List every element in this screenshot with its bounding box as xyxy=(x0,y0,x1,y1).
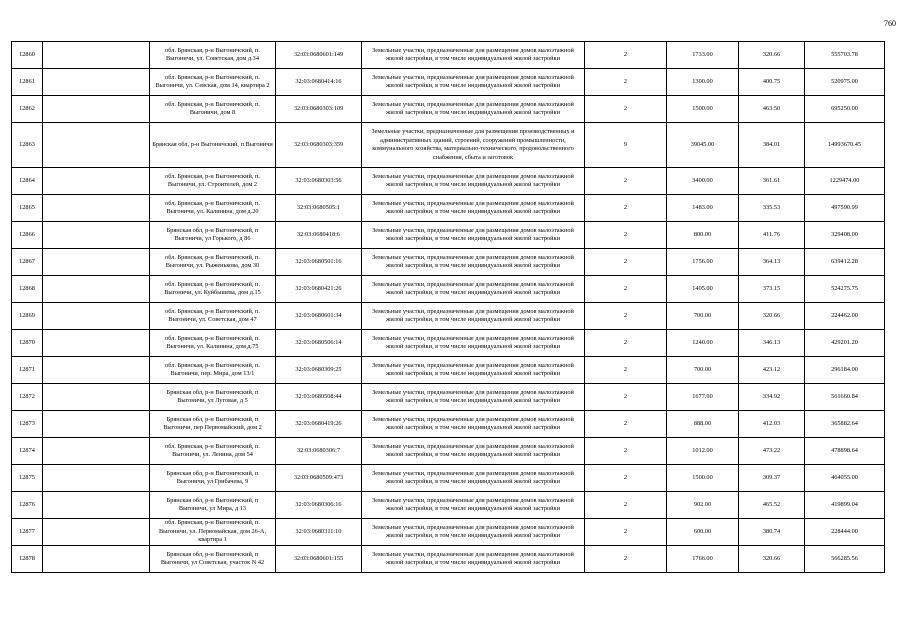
cadastral-number-cell: 32:03:0680419:26 xyxy=(276,411,362,438)
specific-value-cell: 335.53 xyxy=(739,195,805,222)
area-cell: 3400.00 xyxy=(667,168,739,195)
cadastral-value-cell: 296184.00 xyxy=(805,357,885,384)
cadastral-value-cell: 524275.75 xyxy=(805,276,885,303)
left-margin-cell xyxy=(43,123,150,168)
land-use-purpose-cell: Земельные участки, предназначенные для размещения домов малоэтажной жилой застройки, в том числе индивидуальной жилой застройки xyxy=(362,492,585,519)
cadastral-value-cell: 228444.00 xyxy=(805,519,885,546)
cadastral-value-cell: 464055.00 xyxy=(805,465,885,492)
specific-value-cell: 411.76 xyxy=(739,222,805,249)
cadastral-value-cell: 555703.78 xyxy=(805,42,885,69)
area-cell: 1012.00 xyxy=(667,438,739,465)
use-group-cell: 2 xyxy=(585,411,667,438)
address-cell: обл. Брянская, р-н Выгоничский, п. Выгоничи, ул. Севская, дом 14, квартира 2 xyxy=(150,69,276,96)
area-cell: 1483.00 xyxy=(667,195,739,222)
use-group-cell: 2 xyxy=(585,42,667,69)
cadastral-number-cell: 32:03:0680306:16 xyxy=(276,492,362,519)
address-cell: Брянская обл, р-н Выгоничский, п Выгоничи, ул Горького, д 86 xyxy=(150,222,276,249)
area-cell: 1733.00 xyxy=(667,42,739,69)
use-group-cell: 2 xyxy=(585,222,667,249)
record-number-cell: 12865 xyxy=(12,195,43,222)
table-row xyxy=(12,330,885,357)
cadastral-number-cell: 32:03:0680306:7 xyxy=(276,438,362,465)
use-group-cell: 2 xyxy=(585,465,667,492)
cadastral-value-cell: 1229474.00 xyxy=(805,168,885,195)
specific-value-cell: 361.61 xyxy=(739,168,805,195)
left-margin-cell xyxy=(43,96,150,123)
cadastral-number-cell: 32:03:0680414:16 xyxy=(276,69,362,96)
table-row xyxy=(12,42,885,69)
cadastral-value-cell: 419899.04 xyxy=(805,492,885,519)
cadastral-number-cell: 32:03:0680303:359 xyxy=(276,123,362,168)
record-number-cell: 12873 xyxy=(12,411,43,438)
cadastral-value-cell: 695250.00 xyxy=(805,96,885,123)
address-cell: обл. Брянская, р-н Выгоничский, п. Выгоничи, ул. Советская, дом д.34 xyxy=(150,42,276,69)
table-row xyxy=(12,492,885,519)
use-group-cell: 2 xyxy=(585,357,667,384)
left-margin-cell xyxy=(43,222,150,249)
record-number-cell: 12875 xyxy=(12,465,43,492)
left-margin-cell xyxy=(43,519,150,546)
left-margin-cell xyxy=(43,195,150,222)
land-use-purpose-cell: Земельные участки, предназначенные для размещения производственных и административных зданий, строений, сооружений промышленности, коммунального хозяйства, материально-технического, продовольственного снабжения, сбыта и заготовок xyxy=(362,123,585,168)
land-use-purpose-cell: Земельные участки, предназначенные для размещения домов малоэтажной жилой застройки, в том числе индивидуальной жилой застройки xyxy=(362,249,585,276)
specific-value-cell: 309.37 xyxy=(739,465,805,492)
cadastral-number-cell: 32:03:0680508:44 xyxy=(276,384,362,411)
table-row xyxy=(12,249,885,276)
use-group-cell: 2 xyxy=(585,519,667,546)
specific-value-cell: 423.12 xyxy=(739,357,805,384)
record-number-cell: 12869 xyxy=(12,303,43,330)
cadastral-value-cell: 329408.00 xyxy=(805,222,885,249)
cadastral-number-cell: 32:03:0680311:10 xyxy=(276,519,362,546)
left-margin-cell xyxy=(43,42,150,69)
left-margin-cell xyxy=(43,465,150,492)
area-cell: 700.00 xyxy=(667,303,739,330)
address-cell: обл. Брянская, р-н Выгоничский, п. Выгоничи, ул. Советская, дом 47 xyxy=(150,303,276,330)
address-cell: Брянская обл, р-н Выгоничский, п Выгоничи, пер Первомайский, дом 2 xyxy=(150,411,276,438)
specific-value-cell: 334.92 xyxy=(739,384,805,411)
table-row xyxy=(12,96,885,123)
cadastral-number-cell: 32:03:0680505:1 xyxy=(276,195,362,222)
table-row xyxy=(12,411,885,438)
cadastral-value-cell: 365882.64 xyxy=(805,411,885,438)
table-body xyxy=(12,42,885,573)
area-cell: 39045.00 xyxy=(667,123,739,168)
address-cell: Брянская обл, р-н Выгоничский, п Выгоничи, ул Советская, участок N 42 xyxy=(150,546,276,573)
table-row xyxy=(12,195,885,222)
record-number-cell: 12863 xyxy=(12,123,43,168)
use-group-cell: 2 xyxy=(585,546,667,573)
record-number-cell: 12862 xyxy=(12,96,43,123)
use-group-cell: 2 xyxy=(585,492,667,519)
land-use-purpose-cell: Земельные участки, предназначенные для размещения домов малоэтажной жилой застройки, в том числе индивидуальной жилой застройки xyxy=(362,438,585,465)
record-number-cell: 12874 xyxy=(12,438,43,465)
specific-value-cell: 473.22 xyxy=(739,438,805,465)
specific-value-cell: 463.50 xyxy=(739,96,805,123)
cadastral-value-cell: 497590.99 xyxy=(805,195,885,222)
cadastral-number-cell: 32:03:0680309:25 xyxy=(276,357,362,384)
left-margin-cell xyxy=(43,303,150,330)
land-registry-table xyxy=(11,41,885,573)
record-number-cell: 12878 xyxy=(12,546,43,573)
address-cell: обл. Брянская, р-н Выгоничский, п. Выгоничи, дом 8 xyxy=(150,96,276,123)
cadastral-value-cell: 478898.64 xyxy=(805,438,885,465)
specific-value-cell: 400.75 xyxy=(739,69,805,96)
area-cell: 1500.00 xyxy=(667,96,739,123)
use-group-cell: 2 xyxy=(585,96,667,123)
land-use-purpose-cell: Земельные участки, предназначенные для размещения домов малоэтажной жилой застройки, в том числе индивидуальной жилой застройки xyxy=(362,168,585,195)
use-group-cell: 2 xyxy=(585,168,667,195)
left-margin-cell xyxy=(43,330,150,357)
left-margin-cell xyxy=(43,438,150,465)
record-number-cell: 12867 xyxy=(12,249,43,276)
table-row xyxy=(12,357,885,384)
land-use-purpose-cell: Земельные участки, предназначенные для размещения домов малоэтажной жилой застройки, в том числе индивидуальной жилой застройки xyxy=(362,384,585,411)
cadastral-number-cell: 32:03:0680506:14 xyxy=(276,330,362,357)
use-group-cell: 2 xyxy=(585,249,667,276)
land-use-purpose-cell: Земельные участки, предназначенные для размещения домов малоэтажной жилой застройки, в том числе индивидуальной жилой застройки xyxy=(362,330,585,357)
specific-value-cell: 346.13 xyxy=(739,330,805,357)
cadastral-number-cell: 32:03:0680601:155 xyxy=(276,546,362,573)
area-cell: 1300.00 xyxy=(667,69,739,96)
left-margin-cell xyxy=(43,546,150,573)
cadastral-number-cell: 32:03:0680509:473 xyxy=(276,465,362,492)
use-group-cell: 2 xyxy=(585,330,667,357)
cadastral-number-cell: 32:03:0680303:56 xyxy=(276,168,362,195)
address-cell: Брянская обл, р-н Выгоничский, п Выгоничи xyxy=(150,123,276,168)
cadastral-number-cell: 32:03:0680601:34 xyxy=(276,303,362,330)
land-use-purpose-cell: Земельные участки, предназначенные для размещения домов малоэтажной жилой застройки, в том числе индивидуальной жилой застройки xyxy=(362,195,585,222)
record-number-cell: 12866 xyxy=(12,222,43,249)
use-group-cell: 2 xyxy=(585,69,667,96)
area-cell: 1405.00 xyxy=(667,276,739,303)
cadastral-number-cell: 32:03:0680501:16 xyxy=(276,249,362,276)
land-use-purpose-cell: Земельные участки, предназначенные для размещения домов малоэтажной жилой застройки, в том числе индивидуальной жилой застройки xyxy=(362,411,585,438)
specific-value-cell: 380.74 xyxy=(739,519,805,546)
specific-value-cell: 320.66 xyxy=(739,42,805,69)
specific-value-cell: 412.03 xyxy=(739,411,805,438)
table-row xyxy=(12,384,885,411)
record-number-cell: 12870 xyxy=(12,330,43,357)
table-row xyxy=(12,546,885,573)
use-group-cell: 2 xyxy=(585,276,667,303)
table-row xyxy=(12,69,885,96)
address-cell: обл. Брянская, р-н Выгоничский, п. Выгоничи, ул. Первомайская, дом 26-А, квартира 1 xyxy=(150,519,276,546)
cadastral-number-cell: 32:03:0680421:26 xyxy=(276,276,362,303)
specific-value-cell: 320.66 xyxy=(739,303,805,330)
cadastral-value-cell: 561660.84 xyxy=(805,384,885,411)
address-cell: обл. Брянская, р-н Выгоничский, п. Выгоничи, ул. Калинина, дом д.20 xyxy=(150,195,276,222)
specific-value-cell: 465.52 xyxy=(739,492,805,519)
land-use-purpose-cell: Земельные участки, предназначенные для размещения домов малоэтажной жилой застройки, в том числе индивидуальной жилой застройки xyxy=(362,519,585,546)
specific-value-cell: 364.13 xyxy=(739,249,805,276)
cadastral-number-cell: 32:03:0680418:6 xyxy=(276,222,362,249)
cadastral-number-cell: 32:03:0680601:149 xyxy=(276,42,362,69)
land-use-purpose-cell: Земельные участки, предназначенные для размещения домов малоэтажной жилой застройки, в том числе индивидуальной жилой застройки xyxy=(362,357,585,384)
record-number-cell: 12864 xyxy=(12,168,43,195)
area-cell: 800.00 xyxy=(667,222,739,249)
record-number-cell: 12860 xyxy=(12,42,43,69)
record-number-cell: 12871 xyxy=(12,357,43,384)
cadastral-number-cell: 32:03:0680303:109 xyxy=(276,96,362,123)
table-row xyxy=(12,303,885,330)
left-margin-cell xyxy=(43,411,150,438)
specific-value-cell: 384.01 xyxy=(739,123,805,168)
use-group-cell: 2 xyxy=(585,384,667,411)
land-use-purpose-cell: Земельные участки, предназначенные для размещения домов малоэтажной жилой застройки, в том числе индивидуальной жилой застройки xyxy=(362,222,585,249)
land-use-purpose-cell: Земельные участки, предназначенные для размещения домов малоэтажной жилой застройки, в том числе индивидуальной жилой застройки xyxy=(362,276,585,303)
area-cell: 1766.00 xyxy=(667,546,739,573)
cadastral-value-cell: 14993670.45 xyxy=(805,123,885,168)
cadastral-value-cell: 429201.20 xyxy=(805,330,885,357)
land-use-purpose-cell: Земельные участки, предназначенные для размещения домов малоэтажной жилой застройки, в том числе индивидуальной жилой застройки xyxy=(362,69,585,96)
address-cell: Брянская обл, р-н Выгоничский, п Выгоничи, ул Мира, д 13 xyxy=(150,492,276,519)
land-use-purpose-cell: Земельные участки, предназначенные для размещения домов малоэтажной жилой застройки, в том числе индивидуальной жилой застройки xyxy=(362,303,585,330)
cadastral-value-cell: 520975.00 xyxy=(805,69,885,96)
address-cell: обл. Брянская, р-н Выгоничский, п. Выгоничи, ул. Куйбышева, дом д.15 xyxy=(150,276,276,303)
left-margin-cell xyxy=(43,492,150,519)
area-cell: 1500.00 xyxy=(667,465,739,492)
left-margin-cell xyxy=(43,168,150,195)
use-group-cell: 2 xyxy=(585,438,667,465)
cadastral-value-cell: 566285.56 xyxy=(805,546,885,573)
table-row xyxy=(12,222,885,249)
record-number-cell: 12877 xyxy=(12,519,43,546)
address-cell: обл. Брянская, р-н Выгоничский, п. Выгоничи, ул. Калинина, дом д.75 xyxy=(150,330,276,357)
area-cell: 902.00 xyxy=(667,492,739,519)
land-use-purpose-cell: Земельные участки, предназначенные для размещения домов малоэтажной жилой застройки, в том числе индивидуальной жилой застройки xyxy=(362,546,585,573)
area-cell: 1756.00 xyxy=(667,249,739,276)
left-margin-cell xyxy=(43,69,150,96)
page-number: 760 xyxy=(884,19,896,28)
left-margin-cell xyxy=(43,276,150,303)
table-row xyxy=(12,465,885,492)
use-group-cell: 2 xyxy=(585,195,667,222)
left-margin-cell xyxy=(43,384,150,411)
cadastral-value-cell: 224462.00 xyxy=(805,303,885,330)
record-number-cell: 12861 xyxy=(12,69,43,96)
address-cell: обл. Брянская, р-н Выгоничский, п. Выгоничи, ул. Строителей, дом 2 xyxy=(150,168,276,195)
left-margin-cell xyxy=(43,357,150,384)
land-use-purpose-cell: Земельные участки, предназначенные для размещения домов малоэтажной жилой застройки, в том числе индивидуальной жилой застройки xyxy=(362,96,585,123)
area-cell: 1677.00 xyxy=(667,384,739,411)
record-number-cell: 12872 xyxy=(12,384,43,411)
specific-value-cell: 373.15 xyxy=(739,276,805,303)
use-group-cell: 2 xyxy=(585,303,667,330)
address-cell: Брянская обл, р-н Выгоничский, п Выгоничи, ул Грибачева, 9 xyxy=(150,465,276,492)
address-cell: обл. Брянская, р-н Выгоничский, п. Выгоничи, ул. Ленина, дом 54 xyxy=(150,438,276,465)
area-cell: 700.00 xyxy=(667,357,739,384)
record-number-cell: 12876 xyxy=(12,492,43,519)
table-row xyxy=(12,123,885,168)
area-cell: 888.00 xyxy=(667,411,739,438)
table-row xyxy=(12,168,885,195)
land-use-purpose-cell: Земельные участки, предназначенные для размещения домов малоэтажной жилой застройки, в том числе индивидуальной жилой застройки xyxy=(362,42,585,69)
cadastral-value-cell: 639412.28 xyxy=(805,249,885,276)
table-row xyxy=(12,438,885,465)
record-number-cell: 12868 xyxy=(12,276,43,303)
address-cell: Брянская обл, р-н Выгоничский, п Выгоничи, ул Луговая, д 5 xyxy=(150,384,276,411)
left-margin-cell xyxy=(43,249,150,276)
specific-value-cell: 320.66 xyxy=(739,546,805,573)
table-row xyxy=(12,276,885,303)
land-use-purpose-cell: Земельные участки, предназначенные для размещения домов малоэтажной жилой застройки, в том числе индивидуальной жилой застройки xyxy=(362,465,585,492)
address-cell: обл. Брянская, р-н Выгоничский, п. Выгоничи, пер. Мира, дом 13/1 xyxy=(150,357,276,384)
use-group-cell: 9 xyxy=(585,123,667,168)
area-cell: 600.00 xyxy=(667,519,739,546)
address-cell: обл. Брянская, р-н Выгоничский, п. Выгоничи, ул. Рыженькова, дом 30 xyxy=(150,249,276,276)
table-row xyxy=(12,519,885,546)
area-cell: 1240.00 xyxy=(667,330,739,357)
